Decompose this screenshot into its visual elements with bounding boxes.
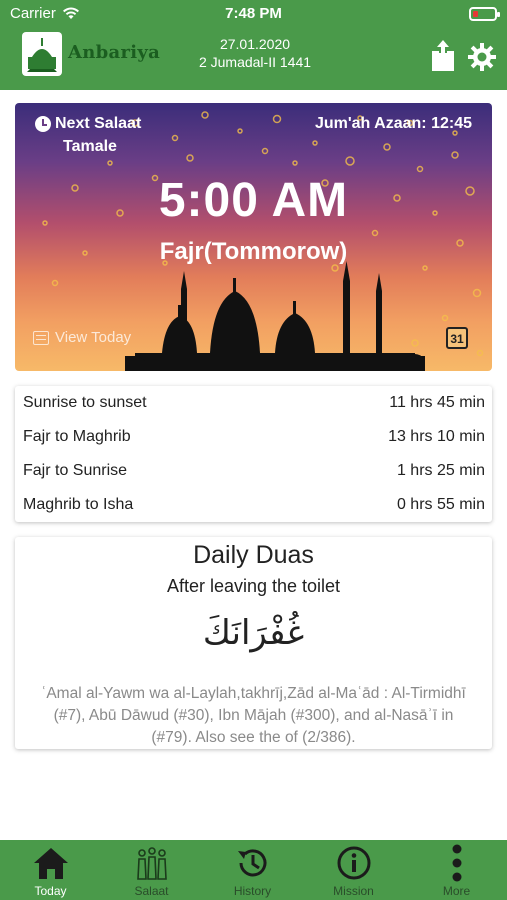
tab-more[interactable] bbox=[406, 840, 507, 900]
share-button[interactable] bbox=[430, 40, 456, 72]
dua-reference: ʿAmal al-Yawm wa al-Laylah,takhrīj,Zād al-Maʿād : Al-Tirmidhī (#7), Abū Dāwud (#30), Ibn Mājah (#300), and al-Nasāʾī in (#79). Also see the of (2/386). bbox=[41, 685, 466, 746]
duration-row bbox=[15, 420, 492, 454]
duration-value: 1 hrs 25 min bbox=[396, 462, 485, 479]
tab-label: More bbox=[442, 884, 471, 898]
hijri-date: 2 Jumadal-II 1441 bbox=[198, 54, 312, 70]
settings-button[interactable] bbox=[467, 42, 497, 72]
duration-row bbox=[15, 386, 492, 420]
tab-mission[interactable] bbox=[303, 840, 404, 900]
status-time: 7:48 PM bbox=[225, 5, 282, 22]
next-salaat-card bbox=[15, 103, 492, 371]
header-dates bbox=[160, 35, 350, 71]
app-header bbox=[0, 30, 507, 90]
next-prayer-name: Fajr(Tommorow) bbox=[159, 238, 348, 265]
view-today-label: View Today bbox=[55, 329, 132, 346]
carrier-label: Carrier bbox=[10, 5, 56, 22]
status-bar bbox=[0, 5, 507, 25]
next-salaat-text: Next Salaat bbox=[55, 115, 142, 132]
tab-history[interactable] bbox=[202, 840, 303, 900]
duration-label: Maghrib to Isha bbox=[23, 496, 134, 513]
duration-label: Fajr to Sunrise bbox=[23, 462, 128, 479]
tab-salaat[interactable] bbox=[101, 840, 202, 900]
duration-value: 13 hrs 10 min bbox=[388, 428, 485, 445]
mosque-silhouette bbox=[15, 261, 492, 371]
app-brand: Anbariya bbox=[68, 42, 161, 63]
duration-row bbox=[15, 454, 492, 488]
duas-subtitle: After leaving the toilet bbox=[166, 576, 341, 596]
dua-arabic-text: غُفْرَانَكَ bbox=[202, 613, 305, 653]
calendar-day: 31 bbox=[450, 332, 464, 346]
duas-title: Daily Duas bbox=[193, 541, 314, 569]
info-icon bbox=[336, 845, 372, 881]
battery-icon bbox=[469, 7, 497, 21]
tab-bar bbox=[0, 840, 507, 900]
city-name: Tamale bbox=[63, 138, 117, 155]
view-today-button[interactable] bbox=[33, 329, 131, 346]
calendar-button[interactable] bbox=[446, 327, 468, 349]
tab-label: History bbox=[233, 884, 272, 898]
duration-row bbox=[15, 488, 492, 522]
tab-today[interactable] bbox=[0, 840, 101, 900]
clock-icon bbox=[35, 116, 51, 132]
mosque-logo-icon bbox=[24, 35, 60, 73]
home-icon bbox=[32, 846, 70, 880]
tab-label: Salaat bbox=[134, 884, 169, 898]
tab-label: Mission bbox=[333, 884, 374, 898]
people-praying-icon bbox=[132, 845, 172, 881]
duration-value: 11 hrs 45 min bbox=[389, 394, 485, 411]
top-bar bbox=[0, 0, 507, 90]
list-icon bbox=[33, 331, 49, 345]
duration-value: 0 hrs 55 min bbox=[396, 496, 485, 513]
durations-card bbox=[15, 386, 492, 522]
share-icon bbox=[430, 40, 456, 72]
gear-icon bbox=[467, 42, 497, 72]
daily-duas-card[interactable] bbox=[15, 537, 492, 749]
app-logo bbox=[22, 32, 62, 76]
history-icon bbox=[235, 845, 271, 881]
duration-label: Sunrise to sunset bbox=[23, 394, 147, 411]
more-icon bbox=[451, 844, 463, 882]
tab-label: Today bbox=[34, 884, 67, 898]
next-prayer-time: 5:00 AM bbox=[158, 174, 349, 227]
duration-label: Fajr to Maghrib bbox=[23, 428, 131, 445]
jumah-azaan-time: Jum'ah Azaan: 12:45 bbox=[314, 115, 472, 132]
gregorian-date: 27.01.2020 bbox=[219, 36, 291, 52]
next-salaat-label bbox=[35, 115, 141, 133]
